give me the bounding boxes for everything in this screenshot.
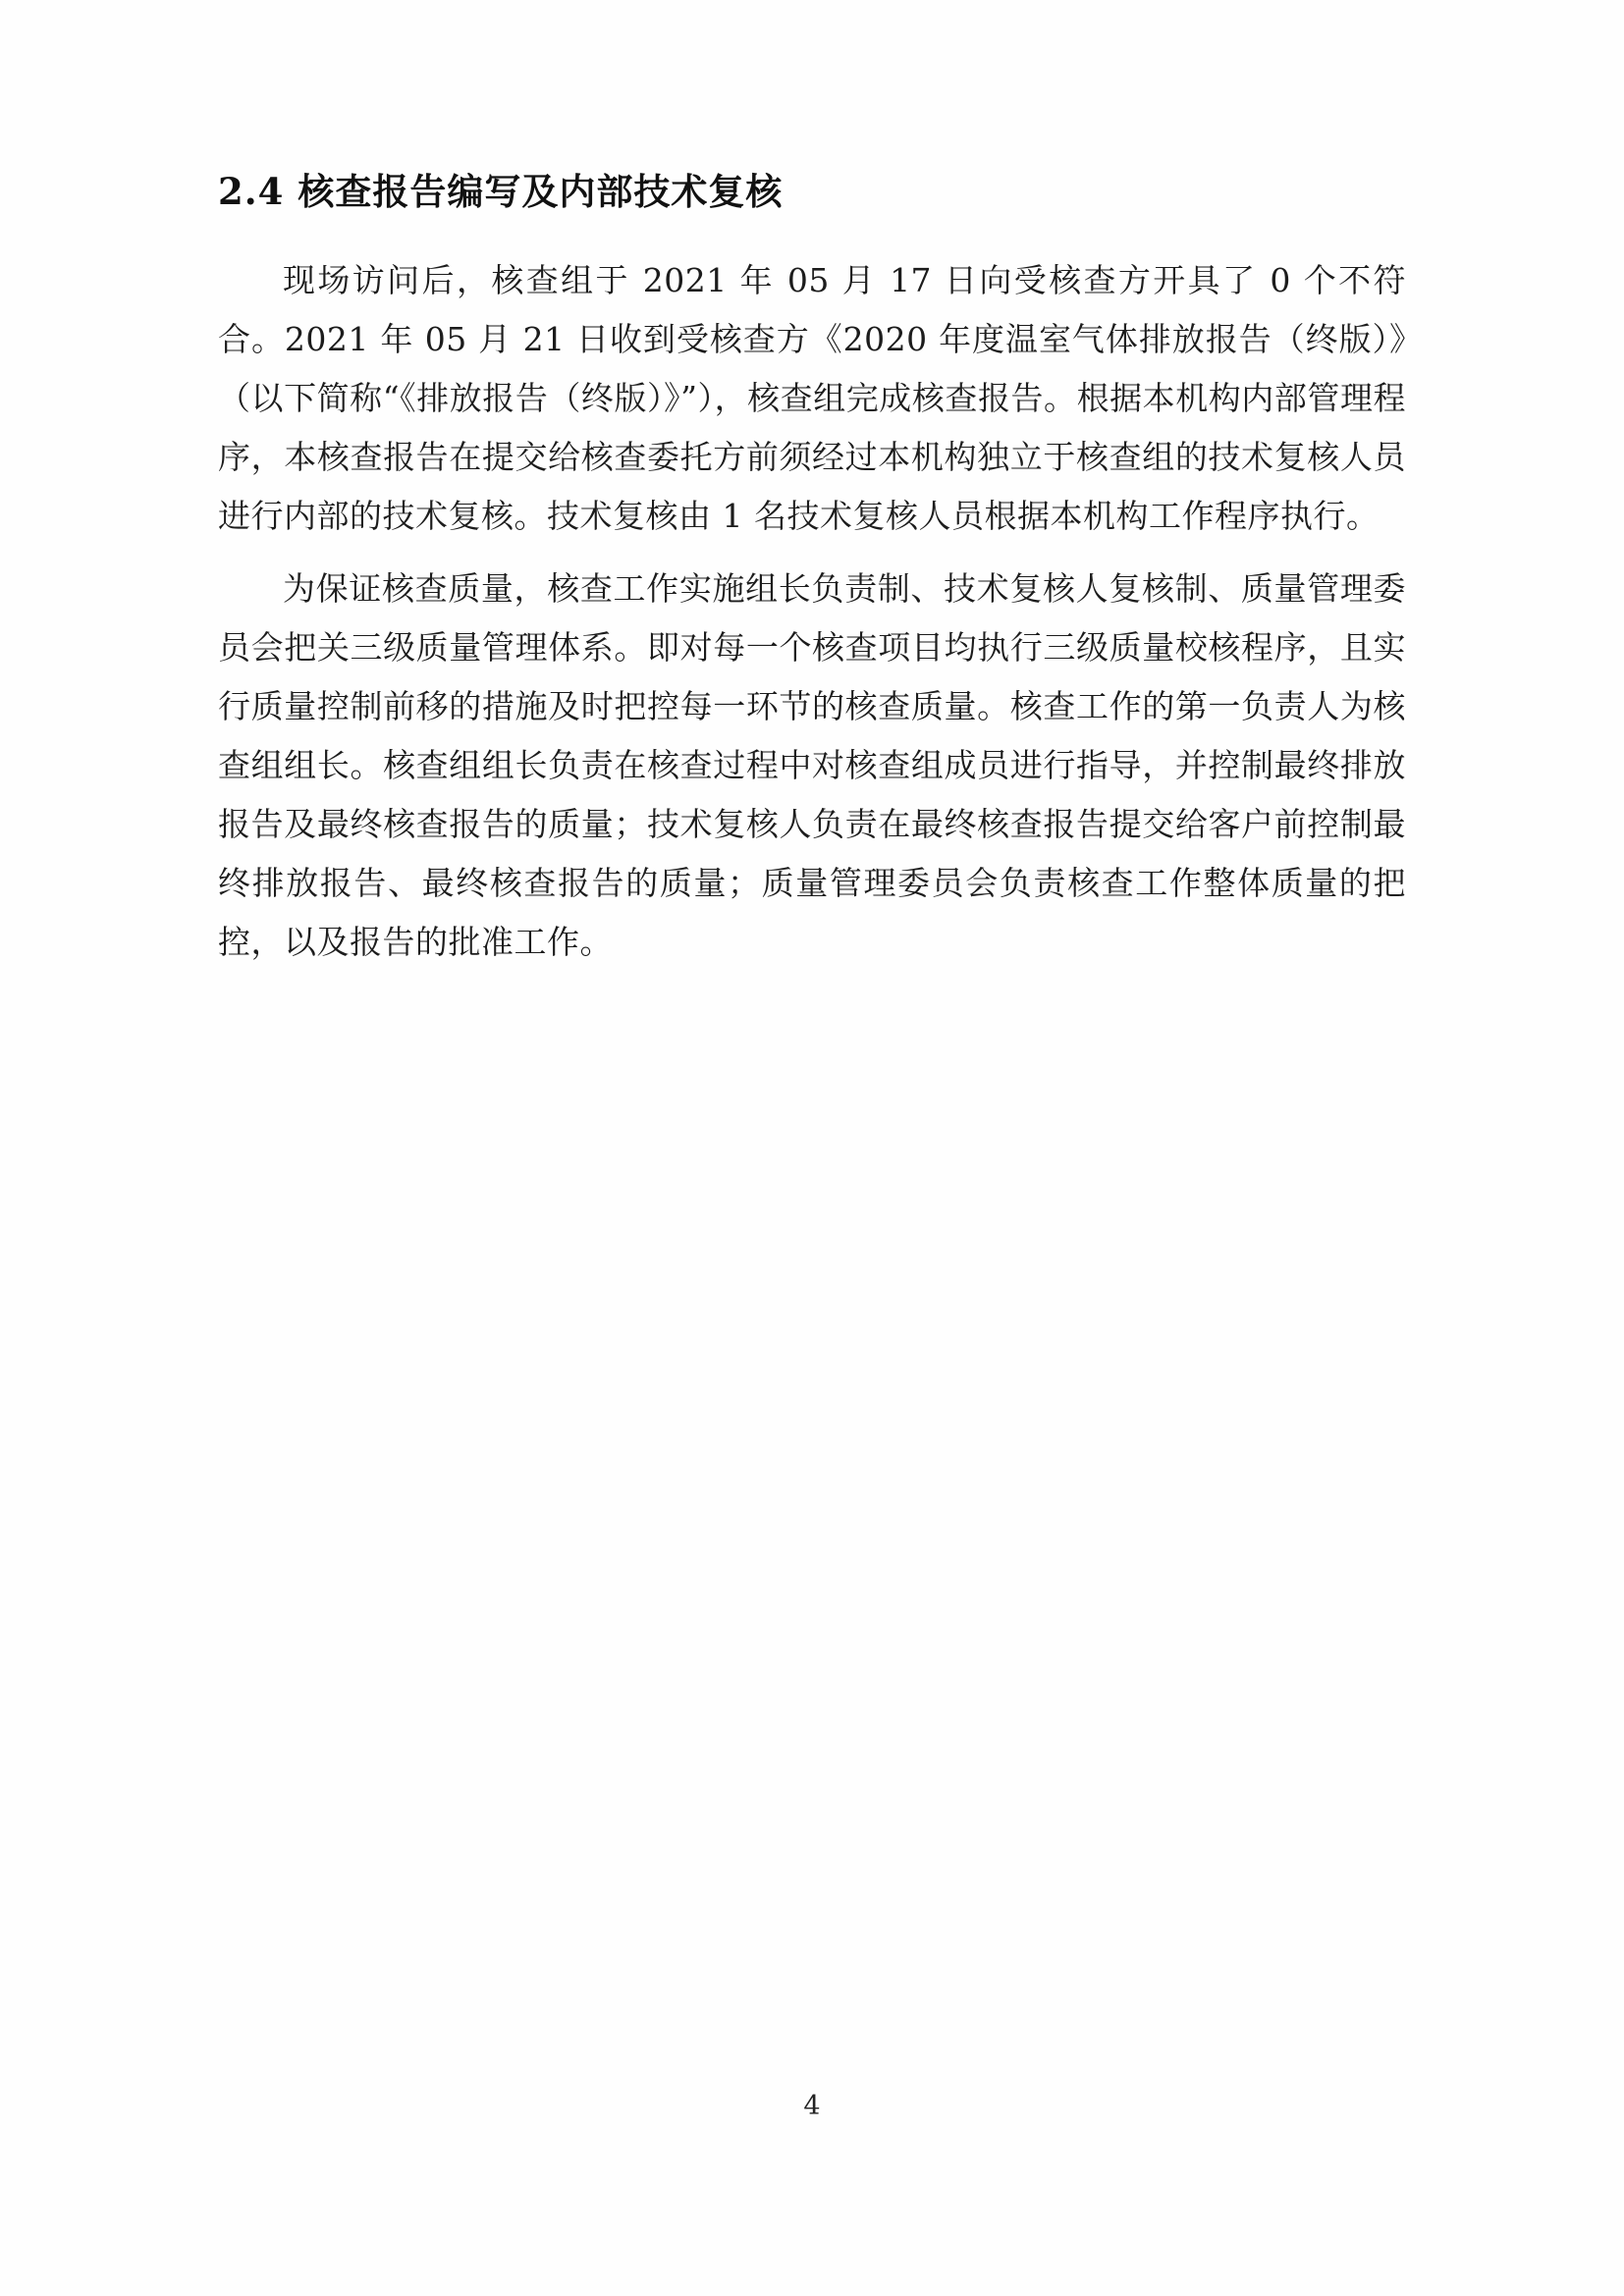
- paragraph-1: 现场访问后，核查组于 2021 年 05 月 17 日向受核查方开具了 0 个不符合。2021 年 05 月 21 日收到受核查方《2020 年度温室气体排放报告（终版）》（以下简称“《排放报告（终版）》”），核查组完成核查报告。根据本机构内部管理程序，本核查报告在提交给核查委托方前须经过本机构独立于核查组的技术复核人员进行内部的技术复核。技术复核由 1 名技术复核人员根据本机构工作程序执行。: [218, 260, 1406, 535]
- section-heading: [218, 167, 1406, 218]
- page-number: 4: [803, 2091, 821, 2121]
- page-content: [218, 167, 1406, 986]
- paragraph-2: 为保证核查质量，核查工作实施组长负责制、技术复核人复核制、质量管理委员会把关三级质量管理体系。即对每一个核查项目均执行三级质量校核程序，且实行质量控制前移的措施及时把控每一环节的核查质量。核查工作的第一负责人为核查组组长。核查组组长负责在核查过程中对核查组成员进行指导，并控制最终排放报告及最终核查报告的质量；技术复核人负责在最终核查报告提交给客户前控制最终排放报告、最终核查报告的质量；质量管理委员会负责核查工作整体质量的把控，以及报告的批准工作。: [218, 569, 1406, 962]
- section-title: 核查报告编写及内部技术复核: [298, 170, 784, 213]
- section-number: 2.4: [218, 170, 285, 213]
